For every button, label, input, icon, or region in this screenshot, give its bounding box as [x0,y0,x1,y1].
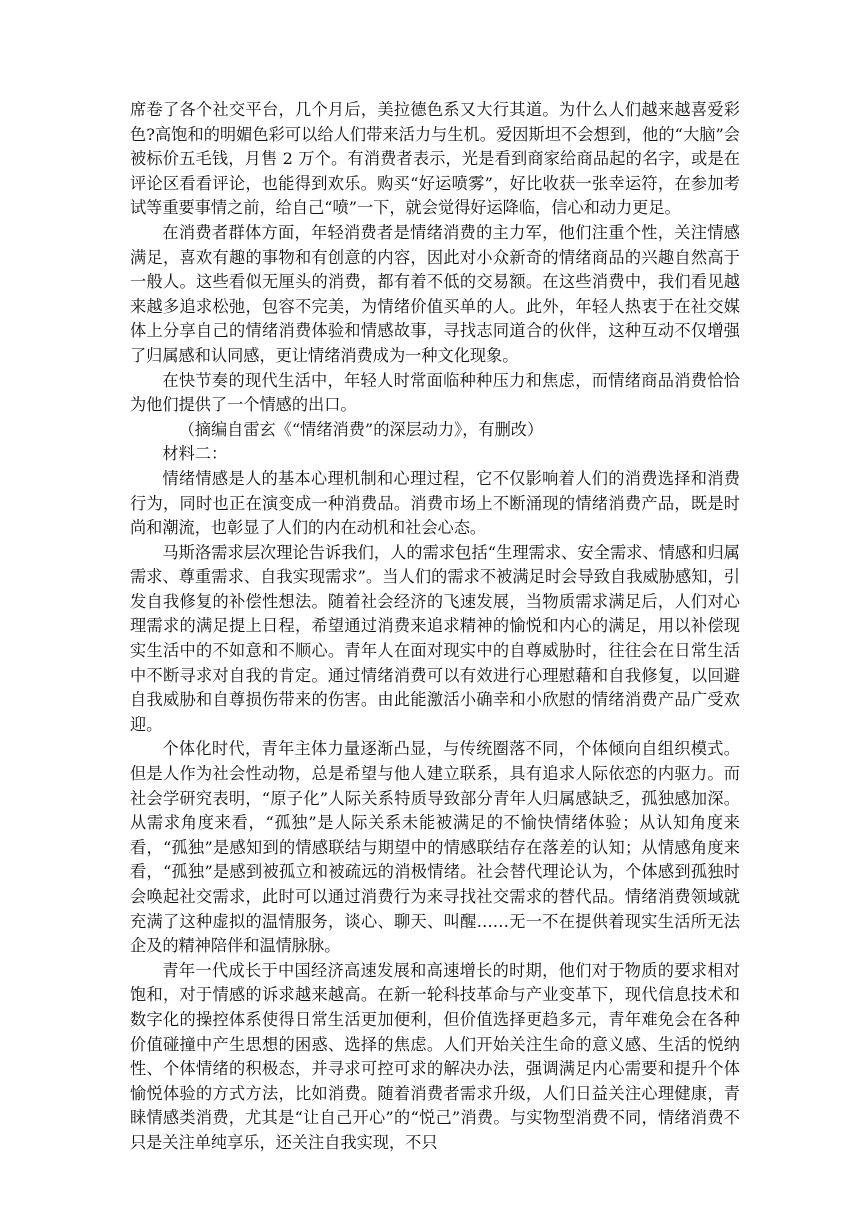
paragraph-maslow: 马斯洛需求层次理论告诉我们，人的需求包括“生理需求、安全需求、情感和归属需求、尊重需求、自我实现需求”。当人们的需求不被满足时会导致自我威胁感知，引发自我修复的补偿性想法。随着社会经济的飞速发展，当物质需求满足后，人们对心理需求的满足提上日程，希望通过消费来追求精神的愉悦和内心的满足，用以补偿现实生活中的不如意和不顺心。青年人在面对现实中的自尊威胁时，往往会在日常生活中不断寻求对自我的肯定。通过情绪消费可以有效进行心理慰藉和自我修复，以回避自我威胁和自尊损伤带来的伤害。由此能激活小确幸和小欣慰的情绪消费产品广受欢迎。 [130,542,740,734]
source-citation: （摘编自雷玄《“情绪消费”的深层动力》，有删改） [178,419,544,439]
paragraph-young-consumers: 在消费者群体方面，年轻消费者是情绪消费的主力军，他们注重个性，关注情感满足，喜欢有趣的事物和有创意的内容，因此对小众新奇的情绪商品的兴趣自然高于一般人。这些看似无厘头的消费，都有着不低的交易额。在这些消费中，我们看见越来越多追求松弛，包容不完美，为情绪价值买单的人。此外，年轻人热衷于在社交媒体上分享自己的情绪消费体验和情感故事，寻找志同道合的伙伴，这种互动不仅增强了归属感和认同感，更让情绪消费成为一种文化现象。 [130,222,740,365]
paragraph-emotional-outlet: 在快节奏的现代生活中，年轻人时常面临种种压力和焦虑，而情绪商品消费恰恰为他们提供了一个情感的出口。 [130,370,740,415]
paragraph-continued: 席卷了各个社交平台，几个月后，美拉德色系又大行其道。为什么人们越来越喜爱彩色?高饱和的明媚色彩可以给人们带来活力与生机。爱因斯坦不会想到，他的“大脑”会被标价五毛钱，月售 2 万个。有消费者表示，光是看到商家给商品起的名字，或是在评论区看看评论，也能得到欢乐。购买“好运喷雾”，好比收获一张幸运符，在参加考试等重要事情之前，给自己“喷”一下，就会觉得好运降临，信心和动力更足。 [130,100,740,218]
material-two-heading: 材料二： [162,444,228,464]
paragraph-young-generation: 青年一代成长于中国经济高速发展和高速增长的时期，他们对于物质的要求相对饱和，对于情感的诉求越来越高。在新一轮科技革命与产业变革下，现代信息技术和数字化的操控体系使得日常生活更加便利，但价值选择更趋多元，青年难免会在各种价值碰撞中产生思想的困惑、选择的焦虑。人们开始关注生命的意义感、生活的悦纳性、个体情绪的积极态，并寻求可控可求的解决办法，强调满足内心需要和提升个体愉悦体验的方式方法，比如消费。随着消费者需求升级，人们日益关注心理健康，青睐情感类消费，尤其是“让自己开心”的“悦己”消费。与实物型消费不同，情绪消费不只是关注单纯享乐，还关注自我实现，不只 [130,960,740,1152]
paragraph-individualization: 个体化时代，青年主体力量逐渐凸显，与传统圈落不同，个体倾向自组织模式。但是人作为社会性动物，总是希望与他人建立联系，具有追求人际依恋的内驱力。而社会学研究表明，“原子化”人际关系特质导致部分青年人归属感缺乏，孤独感加深。从需求角度来看，“孤独”是人际关系未能被满足的不愉快情绪体验；从认知角度来看，“孤独”是感知到的情感联结与期望中的情感联结存在落差的认知；从情感角度来看，“孤独”是感到被孤立和被疏远的消极情绪。社会替代理论认为，个体感到孤独时会唤起社交需求，此时可以通过消费行为来寻找社交需求的替代品。情绪消费领域就充满了这种虚拟的温情服务，谈心、聊天、叫醒……无一不在提供着现实生活所无法企及的精神陪伴和温情脉脉。 [130,739,740,956]
document-page [130,98,740,1156]
paragraph-emotion-mechanism: 情绪情感是人的基本心理机制和心理过程，它不仅影响着人们的消费选择和消费行为，同时也正在演变成一种消费品。消费市场上不断涌现的情绪消费产品，既是时尚和潮流，也彰显了人们的内在动机和社会心态。 [130,468,740,538]
